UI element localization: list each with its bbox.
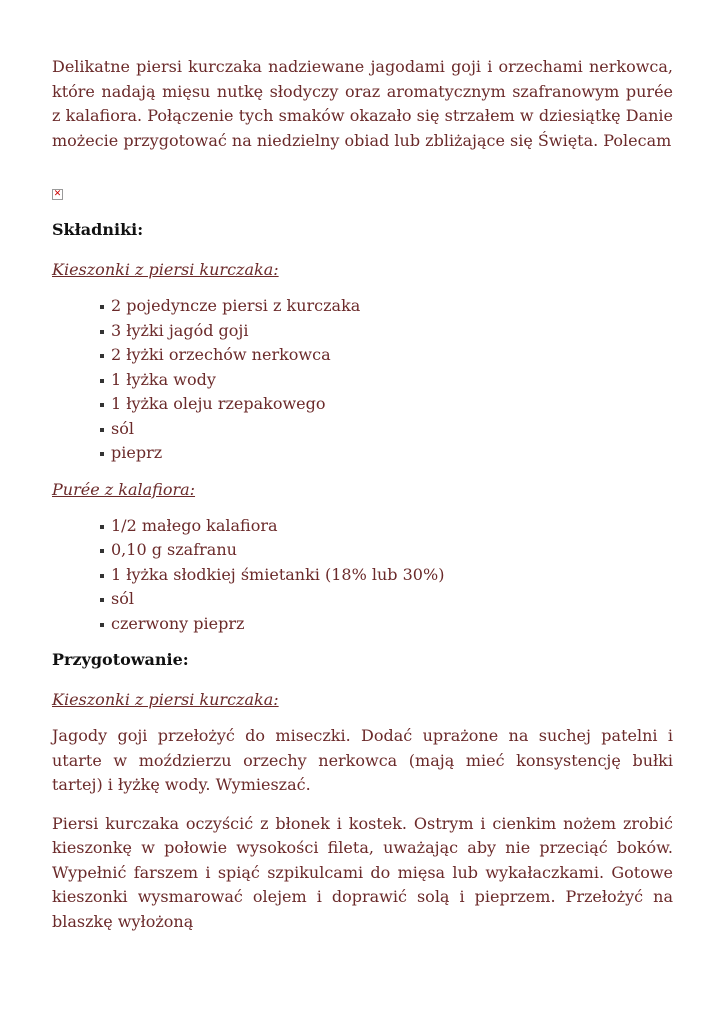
broken-image-icon[interactable]: ✕ xyxy=(53,189,62,199)
recipe-content xyxy=(52,55,673,934)
preparation-subheading: Kieszonki z piersi kurczaka: xyxy=(52,690,279,709)
list-item: 2 łyżki orzechów nerkowca xyxy=(100,343,673,368)
list-item: 0,10 g szafranu xyxy=(100,538,673,563)
preparation-paragraph: Piersi kurczaka oczyścić z błonek i kostek. Ostrym i cienkim nożem zrobić kieszonkę w połowie wysokości fileta, uważając aby nie przeciąć boków. Wypełnić farszem i spiąć szpikulcami do mięsa lub wykałaczkami. Gotowe kieszonki wysmarować olejem i doprawić solą i pieprzem. Przełożyć na blaszkę wyłożoną xyxy=(52,813,673,931)
preparation-paragraph: Jagody goji przełożyć do miseczki. Dodać uprażone na suchej patelni i utarte w moździerzu orzechy nerkowca (mają mieć konsystencję bułki tartej) i łyżkę wody. Wymieszać. xyxy=(52,726,673,794)
list-item: 2 pojedyncze piersi z kurczaka xyxy=(100,294,673,319)
list-item: pieprz xyxy=(100,441,673,466)
list-item: sól xyxy=(100,417,673,442)
ingredients-list-puree xyxy=(52,514,673,637)
ingredients-group-title-puree: Purée z kalafiora: xyxy=(52,479,196,499)
intro-paragraph: Delikatne piersi kurczaka nadziewane jagodami goji i orzechami nerkowca, które nadają mięsu nutkę słodyczy oraz aromatycznym szafranowym purée z kalafiora. Połączenie tych smaków okazało się strzałem w dziesiątkę Danie możecie przygotować na niedzielny obiad lub zbliżające się Święta. Polecam xyxy=(52,57,673,150)
list-item: czerwony pieprz xyxy=(100,612,673,637)
list-item: 1 łyżka słodkiej śmietanki (18% lub 30%) xyxy=(100,563,673,588)
list-item: 1 łyżka oleju rzepakowego xyxy=(100,392,673,417)
ingredients-heading: Składniki: xyxy=(52,220,144,239)
ingredients-list-chicken xyxy=(52,294,673,466)
list-item: sól xyxy=(100,587,673,612)
list-item: 1 łyżka wody xyxy=(100,368,673,393)
preparation-heading: Przygotowanie: xyxy=(52,650,189,669)
list-item: 3 łyżki jagód goji xyxy=(100,319,673,344)
list-item: 1/2 małego kalafiora xyxy=(100,514,673,539)
ingredients-group-title-chicken: Kieszonki z piersi kurczaka: xyxy=(52,260,279,279)
